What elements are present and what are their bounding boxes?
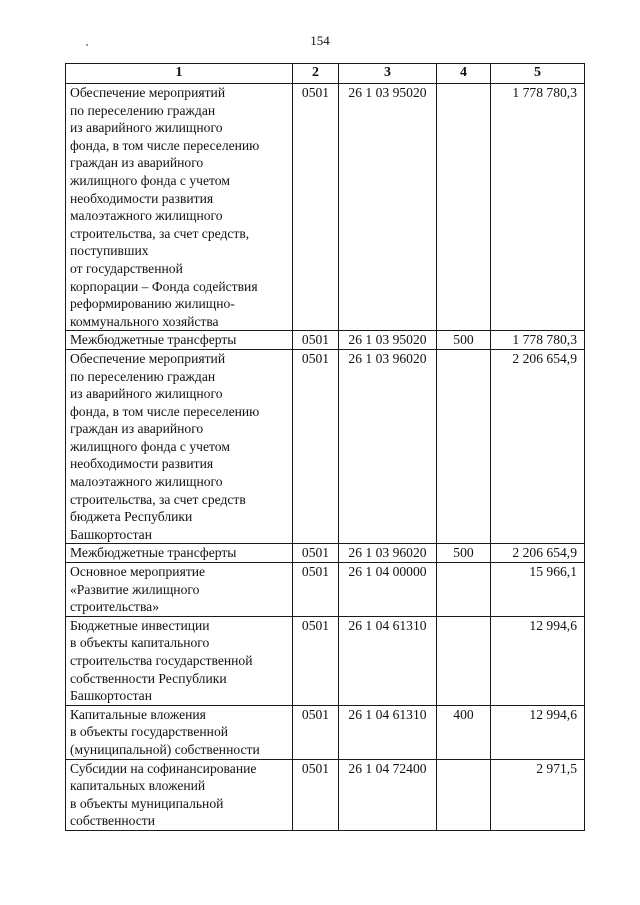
row-expense-type bbox=[437, 563, 491, 617]
row-target-code: 26 1 03 95020 bbox=[339, 84, 437, 331]
table-row bbox=[66, 331, 585, 350]
table-header bbox=[66, 64, 585, 84]
row-amount: 1 778 780,3 bbox=[491, 331, 585, 350]
row-amount: 15 966,1 bbox=[491, 563, 585, 617]
table-row bbox=[66, 349, 585, 544]
row-name: Межбюджетные трансферты bbox=[66, 331, 293, 350]
row-name: Обеспечение мероприятий по переселению граждан из аварийного жилищного фонда, в том числе переселению граждан из аварийного жилищного фонда с учетом необходимости развития малоэтажного жилищного строительства, за счет средств, поступивших от государственной корпорации – Фонда содействия реформированию жилищно- коммунального хозяйства bbox=[66, 84, 293, 331]
row-section: 0501 bbox=[293, 563, 339, 617]
row-section: 0501 bbox=[293, 349, 339, 544]
row-name: Межбюджетные трансферты bbox=[66, 544, 293, 563]
row-section: 0501 bbox=[293, 84, 339, 331]
row-section: 0501 bbox=[293, 616, 339, 705]
table-row bbox=[66, 84, 585, 331]
row-expense-type bbox=[437, 759, 491, 830]
table-row bbox=[66, 616, 585, 705]
row-target-code: 26 1 03 96020 bbox=[339, 349, 437, 544]
row-amount: 2 206 654,9 bbox=[491, 349, 585, 544]
row-name: Обеспечение мероприятий по переселению граждан из аварийного жилищного фонда, в том числе переселению граждан из аварийного жилищного фонда с учетом необходимости развития малоэтажного жилищного строительства, за счет средств бюджета Республики Башкортостан bbox=[66, 349, 293, 544]
row-target-code: 26 1 03 96020 bbox=[339, 544, 437, 563]
row-target-code: 26 1 03 95020 bbox=[339, 331, 437, 350]
header-col-2: 2 bbox=[293, 64, 339, 84]
table-row bbox=[66, 705, 585, 759]
scan-speck bbox=[86, 44, 88, 46]
row-section: 0501 bbox=[293, 705, 339, 759]
row-name: Основное мероприятие «Развитие жилищного строительства» bbox=[66, 563, 293, 617]
header-col-1: 1 bbox=[66, 64, 293, 84]
budget-table bbox=[65, 63, 585, 831]
row-expense-type bbox=[437, 616, 491, 705]
row-amount: 12 994,6 bbox=[491, 616, 585, 705]
row-target-code: 26 1 04 00000 bbox=[339, 563, 437, 617]
row-section: 0501 bbox=[293, 759, 339, 830]
row-expense-type: 500 bbox=[437, 331, 491, 350]
row-target-code: 26 1 04 61310 bbox=[339, 705, 437, 759]
row-amount: 2 206 654,9 bbox=[491, 544, 585, 563]
table-row bbox=[66, 544, 585, 563]
row-expense-type: 400 bbox=[437, 705, 491, 759]
row-section: 0501 bbox=[293, 544, 339, 563]
row-section: 0501 bbox=[293, 331, 339, 350]
page-number: 154 bbox=[310, 33, 330, 48]
row-target-code: 26 1 04 61310 bbox=[339, 616, 437, 705]
row-amount: 1 778 780,3 bbox=[491, 84, 585, 331]
row-name: Субсидии на софинансирование капитальных вложений в объекты муниципальной собственности bbox=[66, 759, 293, 830]
row-name: Бюджетные инвестиции в объекты капитального строительства государственной собственности Республики Башкортостан bbox=[66, 616, 293, 705]
header-col-5: 5 bbox=[491, 64, 585, 84]
row-amount: 12 994,6 bbox=[491, 705, 585, 759]
header-col-4: 4 bbox=[437, 64, 491, 84]
row-expense-type: 500 bbox=[437, 544, 491, 563]
row-amount: 2 971,5 bbox=[491, 759, 585, 830]
row-target-code: 26 1 04 72400 bbox=[339, 759, 437, 830]
row-expense-type bbox=[437, 349, 491, 544]
table-row bbox=[66, 759, 585, 830]
header-col-3: 3 bbox=[339, 64, 437, 84]
table-row bbox=[66, 563, 585, 617]
row-expense-type bbox=[437, 84, 491, 331]
header-row bbox=[66, 64, 585, 84]
table-body bbox=[66, 84, 585, 831]
row-name: Капитальные вложения в объекты государственной (муниципальной) собственности bbox=[66, 705, 293, 759]
